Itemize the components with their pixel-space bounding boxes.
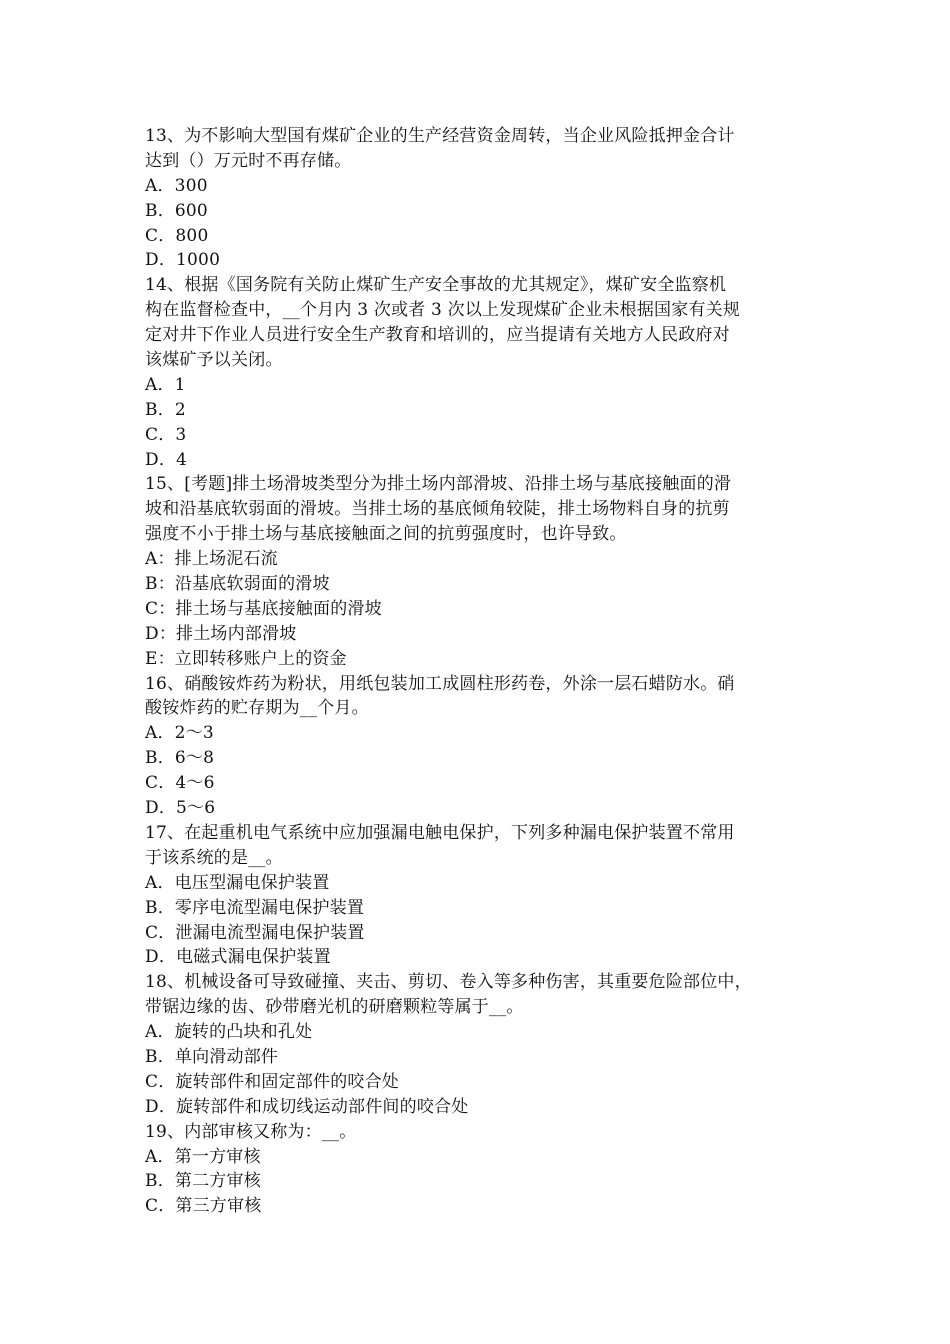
answer-option: B：沿基底软弱面的滑坡: [145, 574, 330, 595]
question-stem-line: 19、内部审核又称为：__。: [145, 1121, 357, 1142]
answer-option: D．电磁式漏电保护装置: [145, 947, 331, 968]
answer-option: D．5～6: [145, 798, 216, 819]
answer-option: D．4: [145, 449, 188, 470]
answer-option: A．2～3: [145, 723, 214, 744]
answer-option: E：立即转移账户上的资金: [145, 648, 347, 669]
question-block: [145, 472, 825, 671]
answer-option: A．旋转的凸块和孔处: [145, 1022, 313, 1043]
answer-option: C．第三方审核: [145, 1196, 262, 1217]
question-stem-line: 强度不小于排土场与基底接触面之间的抗剪强度时，也许导致。: [145, 524, 627, 545]
answer-option: B．零序电流型漏电保护装置: [145, 897, 365, 918]
question-stem-line: 定对井下作业人员进行安全生产教育和培训的，应当提请有关地方人民政府对: [145, 325, 730, 346]
answer-option: B．600: [145, 200, 208, 221]
answer-option: C：排土场与基底接触面的滑坡: [145, 598, 382, 619]
answer-option: A．电压型漏电保护装置: [145, 872, 330, 893]
question-block: [145, 124, 825, 273]
answer-option: C．泄漏电流型漏电保护装置: [145, 922, 365, 943]
question-stem-line: 坡和沿基底软弱面的滑坡。当排土场的基底倾角较陡，排土场物料自身的抗剪: [145, 499, 730, 520]
question-stem-line: 构在监督检查中，__个月内 3 次或者 3 次以上发现煤矿企业未根据国家有关规: [145, 300, 741, 321]
answer-option: D．1000: [145, 250, 221, 271]
question-block: [145, 273, 825, 472]
question-stem-line: 达到（）万元时不再存储。: [145, 150, 352, 171]
answer-option: B．2: [145, 399, 186, 420]
answer-option: B．单向滑动部件: [145, 1046, 279, 1067]
question-block: [145, 821, 825, 970]
question-stem-line: 16、硝酸铵炸药为粉状，用纸包装加工成圆柱形药卷，外涂一层石蜡防水。硝: [145, 673, 735, 694]
answer-option: A．第一方审核: [145, 1146, 261, 1167]
question-stem-line: 该煤矿予以关闭。: [145, 350, 283, 371]
answer-option: C．3: [145, 424, 187, 445]
answer-option: A．300: [145, 175, 208, 196]
question-stem-line: 17、在起重机电气系统中应加强漏电触电保护，下列多种漏电保护装置不常用: [145, 822, 735, 843]
answer-option: A：排上场泥石流: [145, 549, 278, 570]
answer-option: C．旋转部件和固定部件的咬合处: [145, 1071, 400, 1092]
question-block: [145, 672, 825, 821]
answer-option: A．1: [145, 374, 186, 395]
question-stem-line: 13、为不影响大型国有煤矿企业的生产经营资金周转，当企业风险抵押金合计: [145, 126, 735, 146]
question-stem-line: 18、机械设备可导致碰撞、夹击、剪切、卷入等多种伤害，其重要危险部位中，: [145, 972, 752, 993]
answer-option: D：排土场内部滑坡: [145, 623, 297, 644]
answer-option: C．800: [145, 225, 209, 246]
question-stem-line: 15、[考题]排土场滑坡类型分为排土场内部滑坡、沿排土场与基底接触面的滑: [145, 474, 732, 495]
answer-option: B．第二方审核: [145, 1171, 261, 1192]
question-stem-line: 带锯边缘的齿、砂带磨光机的研磨颗粒等属于__。: [145, 997, 524, 1018]
answer-option: B．6～8: [145, 748, 215, 769]
answer-option: C．4～6: [145, 773, 215, 794]
answer-option: D．旋转部件和成切线运动部件间的咬合处: [145, 1096, 469, 1117]
question-block: [145, 970, 825, 1119]
question-stem-line: 于该系统的是__。: [145, 847, 283, 868]
question-stem-line: 酸铵炸药的贮存期为__个月。: [145, 698, 369, 719]
question-block: [145, 1120, 825, 1220]
question-list: [145, 124, 825, 1219]
question-stem-line: 14、根据《国务院有关防止煤矿生产安全事故的尤其规定》，煤矿安全监察机: [145, 275, 727, 296]
